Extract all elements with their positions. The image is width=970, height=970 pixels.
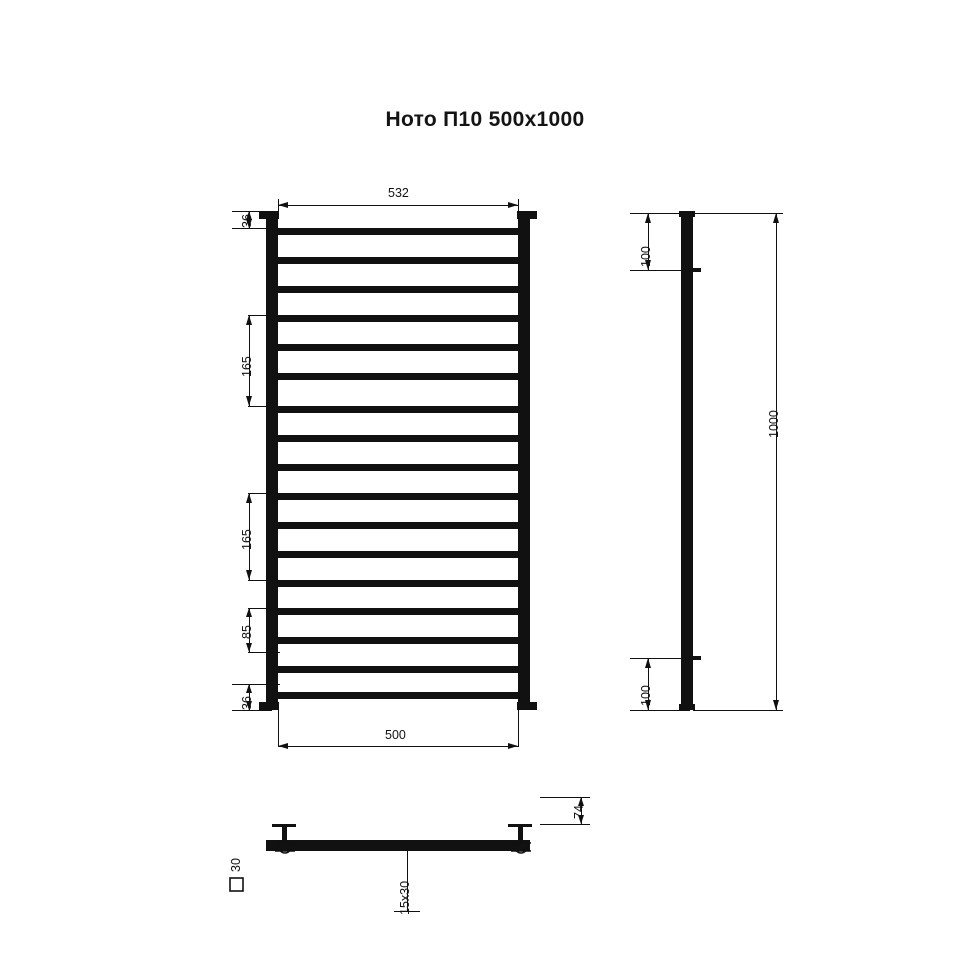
dim-label-36-top: 36	[240, 214, 254, 228]
rung	[278, 522, 518, 529]
dim-arrows-532	[270, 198, 530, 214]
plan-right-bracket-nut	[510, 838, 532, 856]
rung	[278, 493, 518, 500]
left-vertical-post	[266, 213, 278, 710]
dim-arrows-1000	[770, 211, 784, 713]
dim-label-30: 30	[229, 858, 243, 872]
dim-label-85: 85	[240, 625, 254, 639]
rung	[278, 257, 518, 264]
rung	[278, 608, 518, 615]
ext-line-100bot-a	[630, 658, 700, 659]
dim-label-74: 74	[572, 805, 586, 819]
dim-label-165-upper: 165	[240, 356, 254, 377]
dim-label-100-top: 100	[639, 246, 653, 267]
rung	[278, 666, 518, 673]
rung	[278, 344, 518, 351]
right-vertical-post	[518, 213, 530, 710]
profile-square-symbol	[228, 876, 246, 894]
side-profile-body	[681, 213, 693, 710]
bottom-right-bracket	[517, 702, 537, 710]
rung	[278, 551, 518, 558]
rung	[278, 373, 518, 380]
rung	[278, 315, 518, 322]
ext-line-100top-a	[630, 213, 690, 214]
dim-label-36-bottom: 36	[240, 696, 254, 710]
rung	[278, 406, 518, 413]
dim-label-15x30: 15x30	[398, 880, 412, 915]
dim-label-500: 500	[385, 728, 406, 742]
dim-label-165-middle: 165	[240, 529, 254, 550]
rung	[278, 692, 518, 699]
plan-body	[266, 840, 530, 851]
plan-left-bracket-nut	[274, 838, 296, 856]
rung	[278, 464, 518, 471]
dim-label-532: 532	[388, 186, 409, 200]
ext-line-100top-b	[630, 270, 700, 271]
rung	[278, 580, 518, 587]
rung	[278, 286, 518, 293]
dim-label-1000: 1000	[767, 410, 781, 438]
rung	[278, 435, 518, 442]
bottom-left-bracket	[259, 702, 279, 710]
ext-line-100bot-b	[630, 710, 690, 711]
rung	[278, 637, 518, 644]
side-top-cap	[679, 211, 695, 217]
dim-label-100-bottom: 100	[639, 685, 653, 706]
rung	[278, 228, 518, 235]
page-title: Ното П10 500x1000	[385, 108, 585, 131]
